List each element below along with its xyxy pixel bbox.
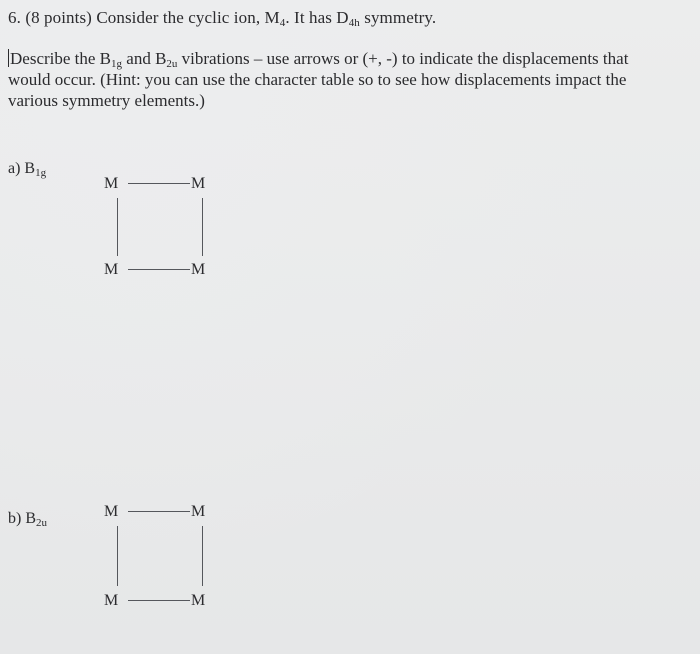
part-a-label: a) $B_{1g}$ — [8, 160, 47, 179]
bond-top — [128, 511, 190, 512]
question-text: Consider the cyclic ion, $M_4$. It has $D_{4h}$ symmetry. — [96, 8, 437, 29]
atom-bottom-left: M — [104, 592, 119, 609]
atom-top-right: M — [191, 175, 206, 192]
instructions-line-1: Describe the $B_{1g}$ and $B_{2u}$ vibrations – use arrows or (+, -) to indicate the displacements that — [10, 49, 629, 70]
part-b-m4-square[interactable] — [104, 503, 214, 609]
question-number: 6. — [8, 8, 21, 27]
atom-bottom-right: M — [191, 592, 206, 609]
part-a-m4-square[interactable] — [104, 176, 214, 276]
bond-bottom — [128, 269, 190, 270]
atom-bottom-right: M — [191, 261, 206, 278]
bond-right — [202, 198, 203, 256]
bond-top — [128, 183, 190, 184]
part-b-label: b) $B_{2u}$ — [8, 510, 47, 529]
question-points: (8 points) — [25, 8, 92, 27]
text-cursor — [8, 49, 9, 67]
bond-right — [202, 526, 203, 586]
instructions-paragraph[interactable] — [8, 48, 698, 111]
atom-top-left: M — [104, 175, 119, 192]
atom-top-left: M — [104, 503, 119, 520]
instructions-line-2: would occur. (Hint: you can use the character table so to see how displacements impact the — [8, 70, 627, 89]
bond-left — [117, 198, 118, 256]
bond-left — [117, 526, 118, 586]
instructions-line-3: various symmetry elements.) — [8, 91, 205, 110]
question-title — [8, 8, 436, 28]
atom-top-right: M — [191, 503, 206, 520]
atom-bottom-left: M — [104, 261, 119, 278]
bond-bottom — [128, 600, 190, 601]
